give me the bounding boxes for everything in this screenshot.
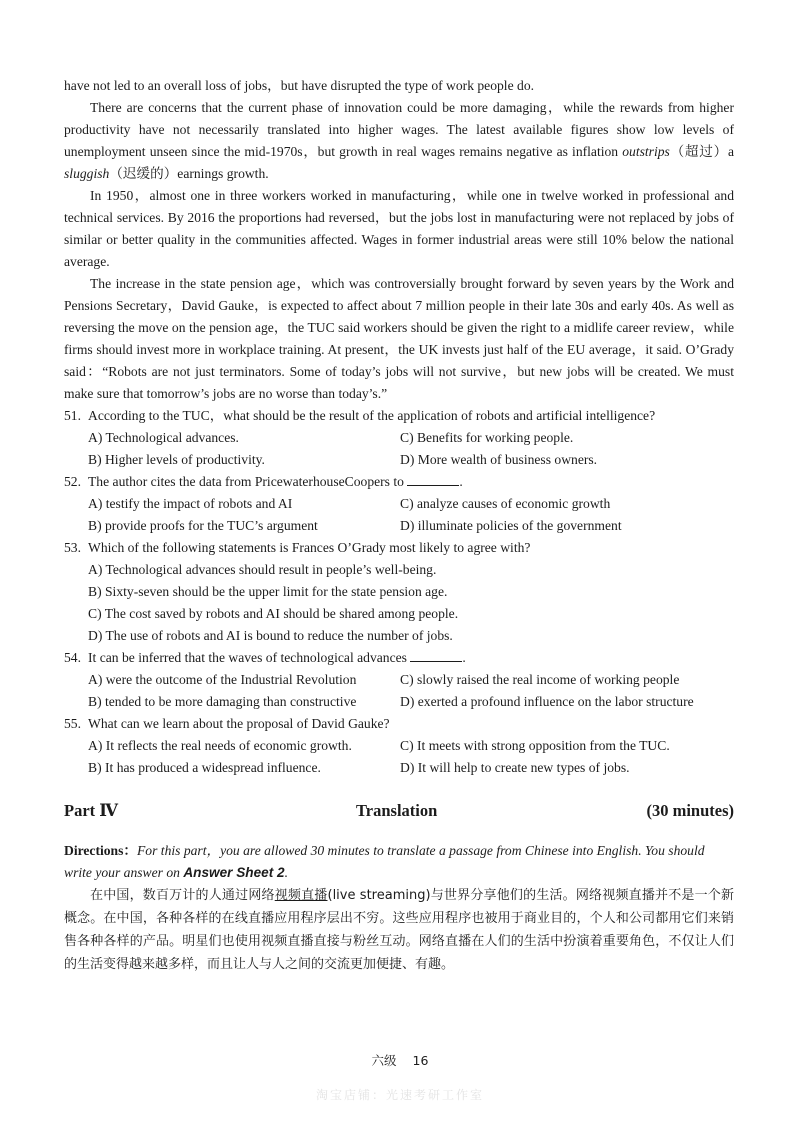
option-d: D) More wealth of business owners. bbox=[400, 452, 598, 467]
option-d: D) exerted a profound influence on the labor structure bbox=[400, 694, 694, 709]
question-number: 55. bbox=[64, 716, 81, 731]
passage-paragraph-1 bbox=[64, 97, 734, 185]
passage-paragraph-3: The increase in the state pension age，which was controversially brought forward by seven years by the Work and Pensions Secretary，David Gauke，is expected to affect about 7 million people in their late 30s and early 40s. As well as reversing the move on the pension age，the TUC said workers should be given the right to a midlife career review，while firms should invest more in workplace training. At present，the UK invests just half of the EU average，it said. O’Grady said：“Robots are not just terminators. Some of today’s jobs will not survive，but new jobs will be created. We must make sure that tomorrow’s jobs are no worse than today’s.” bbox=[64, 276, 734, 401]
option-c: C) analyze causes of economic growth bbox=[400, 496, 611, 511]
question-51 bbox=[64, 405, 744, 471]
gloss-text: （迟缓的）earnings growth. bbox=[109, 166, 269, 181]
question-stem: According to the TUC，what should be the result of the application of robots and artificial intelligence? bbox=[88, 408, 656, 423]
stem-end: . bbox=[462, 650, 466, 665]
question-54 bbox=[64, 647, 744, 713]
directions-label: Directions： bbox=[64, 843, 137, 858]
answer-sheet-ref: Answer Sheet 2 bbox=[183, 865, 285, 880]
option-d: D) The use of robots and AI is bound to reduce the number of jobs. bbox=[88, 628, 453, 643]
option-a: A) testify the impact of robots and AI bbox=[88, 496, 293, 511]
directions-end: . bbox=[284, 865, 288, 880]
page-footer bbox=[0, 1051, 800, 1069]
option-a: A) were the outcome of the Industrial Revolution bbox=[88, 672, 357, 687]
question-number: 54. bbox=[64, 650, 81, 665]
chinese-text: 在中国，数百万计的人通过网络 bbox=[90, 888, 275, 903]
option-a: A) Technological advances. bbox=[88, 430, 239, 445]
option-c: C) It meets with strong opposition from the TUC. bbox=[400, 738, 670, 753]
answer-blank bbox=[407, 473, 459, 486]
option-c: C) The cost saved by robots and AI should be shared among people. bbox=[88, 606, 459, 621]
question-52 bbox=[64, 471, 744, 537]
question-stem: Which of the following statements is Frances O’Grady most likely to agree with? bbox=[88, 540, 531, 555]
option-b: B) tended to be more damaging than constructive bbox=[88, 694, 357, 709]
questions-list bbox=[64, 405, 744, 779]
question-number: 52. bbox=[64, 474, 81, 489]
option-b: B) It has produced a widespread influence. bbox=[88, 760, 321, 775]
option-a: A) It reflects the real needs of economic growth. bbox=[88, 738, 352, 753]
translation-passage bbox=[64, 884, 734, 976]
option-d: D) illuminate policies of the government bbox=[400, 518, 622, 533]
directions-text: For this part，you are allowed 30 minutes to translate a passage from Chinese into English. You should write your answer on bbox=[64, 843, 705, 880]
question-55 bbox=[64, 713, 744, 779]
question-stem: It can be inferred that the waves of technological advances bbox=[88, 650, 407, 665]
stem-end: . bbox=[459, 474, 463, 489]
page-number: 16 bbox=[412, 1053, 429, 1068]
reading-passage bbox=[64, 75, 734, 405]
time-limit: (30 minutes) bbox=[646, 801, 734, 820]
question-number: 53. bbox=[64, 540, 81, 555]
watermark: 淘宝店铺：光速考研工作室 bbox=[315, 1088, 484, 1102]
underlined-term: 视频直播 bbox=[274, 888, 328, 903]
glossed-word: sluggish bbox=[64, 166, 110, 181]
question-number: 51. bbox=[64, 408, 81, 423]
option-a: A) Technological advances should result in people’s well-being. bbox=[88, 562, 437, 577]
option-c: C) slowly raised the real income of working people bbox=[400, 672, 680, 687]
answer-blank bbox=[410, 649, 462, 662]
gloss-text: （超过）a bbox=[669, 144, 734, 159]
question-stem: What can we learn about the proposal of David Gauke? bbox=[88, 716, 390, 731]
part-header bbox=[64, 801, 734, 825]
exam-level: 六级 bbox=[371, 1053, 397, 1068]
question-stem: The author cites the data from PricewaterhouseCoopers to bbox=[88, 474, 404, 489]
directions bbox=[64, 840, 734, 884]
option-b: B) Sixty-seven should be the upper limit for the state pension age. bbox=[88, 584, 448, 599]
option-b: B) Higher levels of productivity. bbox=[88, 452, 265, 467]
passage-text: There are concerns that the current phase of innovation could be more damaging，while the rewards from higher productivity have not necessarily translated into higher wages. The latest available figures show low levels of unemployment unseen since the mid-1970s，but growth in real wages remains negative as inflation bbox=[64, 100, 734, 159]
option-c: C) Benefits for working people. bbox=[400, 430, 574, 445]
part-label: Part Ⅳ bbox=[64, 801, 118, 820]
passage-paragraph-0: have not led to an overall loss of jobs，but have disrupted the type of work people do. bbox=[64, 78, 535, 93]
option-d: D) It will help to create new types of jobs. bbox=[400, 760, 630, 775]
chinese-text: (live streaming)与世界分享他们的生活。网络视频直播并不是一个新概念。在中国，各种各样的在线直播应用程序层出不穷。这些应用程序也被用于商业目的，个人和公司都用它们来销售各种各样的产品。明星们也使用视频直播直接与粉丝互动。网络直播在人们的生活中扮演着重要角色，不仅让人们的生活变得越来越多样，而且让人与人之间的交流更加便捷、有趣。 bbox=[64, 888, 734, 972]
option-b: B) provide proofs for the TUC’s argument bbox=[88, 518, 318, 533]
glossed-word: outstrips bbox=[622, 144, 670, 159]
question-53 bbox=[64, 537, 744, 647]
passage-paragraph-2: In 1950，almost one in three workers worked in manufacturing，while one in twelve worked in professional and technical services. By 2016 the proportions had reversed，but the jobs lost in manufacturing were not replaced by jobs of similar or better quality in the communities affected. Wages in former industrial areas were still 10% below the national average. bbox=[64, 188, 734, 269]
section-title: Translation bbox=[356, 801, 438, 820]
